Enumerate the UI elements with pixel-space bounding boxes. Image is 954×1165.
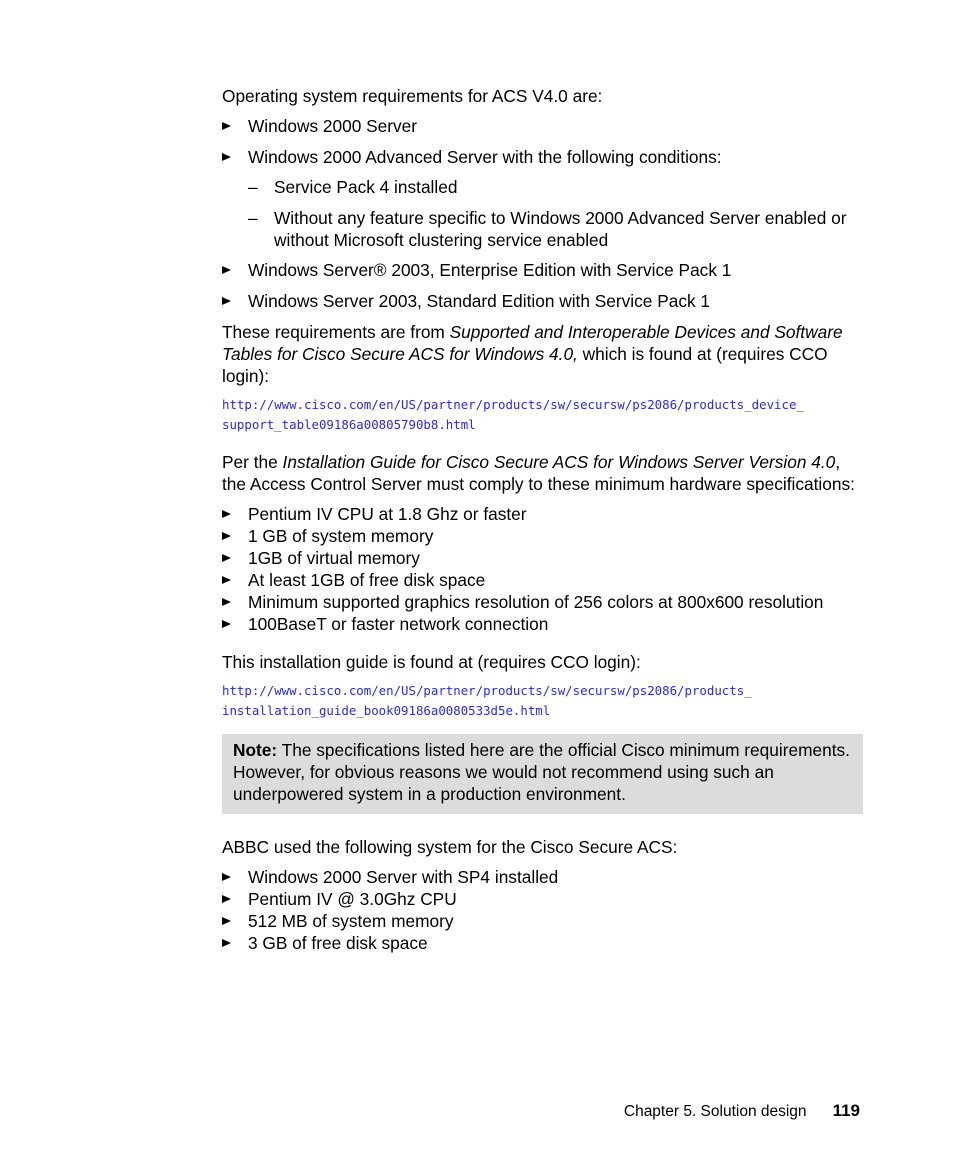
installation-guide-link[interactable] <box>222 681 862 721</box>
list-item: Windows Server 2003, Standard Edition with Service Pack 1 <box>222 290 862 312</box>
para-text: which is found at (requires CCO login): <box>222 343 828 386</box>
para-text: , the Access Control Server must comply to these minimum hardware specifications: <box>222 451 855 494</box>
document-title: Supported and Interoperable Devices and Software Tables for Cisco Secure ACS for Windows 4.0, <box>222 321 843 364</box>
list-item <box>222 146 862 168</box>
list-item-text: Windows 2000 Advanced Server with the following conditions: <box>248 146 722 167</box>
list-item: Windows 2000 Server <box>222 115 862 137</box>
list-item: Windows 2000 Server with SP4 installed <box>222 866 862 888</box>
abbc-intro-para: ABBC used the following system for the Cisco Secure ACS: <box>222 836 678 857</box>
list-item: Windows Server® 2003, Enterprise Edition with Service Pack 1 <box>222 259 862 281</box>
para-text: These requirements are from <box>222 321 450 342</box>
note-box <box>222 734 863 814</box>
page-footer <box>624 1099 860 1123</box>
page-content <box>222 85 862 954</box>
list-item: 1 GB of system memory <box>222 525 862 547</box>
note-label: Note: <box>233 739 278 760</box>
os-intro: Operating system requirements for ACS V4.0 are: <box>222 86 603 106</box>
link-line[interactable]: installation_guide_book09186a0080533d5e.html <box>222 702 551 718</box>
list-item: Pentium IV CPU at 1.8 Ghz or faster <box>222 503 862 525</box>
list-item: Minimum supported graphics resolution of 256 colors at 800x600 resolution <box>222 591 862 613</box>
link-line[interactable]: http://www.cisco.com/en/US/partner/products/sw/secursw/ps2086/products_ <box>222 682 752 698</box>
list-item: 1GB of virtual memory <box>222 547 862 569</box>
guide-location-para: This installation guide is found at (requires CCO login): <box>222 651 641 672</box>
support-table-link[interactable] <box>222 395 862 435</box>
hardware-requirements-list <box>222 503 862 635</box>
para-text: Per the <box>222 451 283 472</box>
list-item: 3 GB of free disk space <box>222 932 862 954</box>
page-number: 119 <box>832 1101 860 1120</box>
list-item: At least 1GB of free disk space <box>222 569 862 591</box>
condition-item: – Service Pack 4 installed <box>248 176 862 198</box>
list-item: 100BaseT or faster network connection <box>222 613 862 635</box>
list-item: 512 MB of system memory <box>222 910 862 932</box>
condition-item: – Without any feature specific to Windows 2000 Advanced Server enabled or without Microsoft clustering service enabled <box>248 207 862 251</box>
hardware-intro-para <box>222 451 862 495</box>
os-requirements-list <box>222 115 862 168</box>
abbc-system-list <box>222 866 862 954</box>
requirements-source-para <box>222 321 862 387</box>
os-requirements-list-cont <box>222 259 862 312</box>
chapter-title: Chapter 5. Solution design <box>623 1103 807 1120</box>
advanced-server-conditions <box>248 176 862 251</box>
link-line[interactable]: http://www.cisco.com/en/US/partner/products/sw/secursw/ps2086/products_device_ <box>222 396 804 412</box>
document-title: Installation Guide for Cisco Secure ACS for Windows Server Version 4.0 <box>282 451 836 472</box>
list-item: Pentium IV @ 3.0Ghz CPU <box>222 888 862 910</box>
note-text: The specifications listed here are the official Cisco minimum requirements. However, for obvious reasons we would not recommend using such an underpowered system in a production environment. <box>233 739 850 804</box>
link-line[interactable]: support_table09186a00805790b8.html <box>222 416 476 432</box>
